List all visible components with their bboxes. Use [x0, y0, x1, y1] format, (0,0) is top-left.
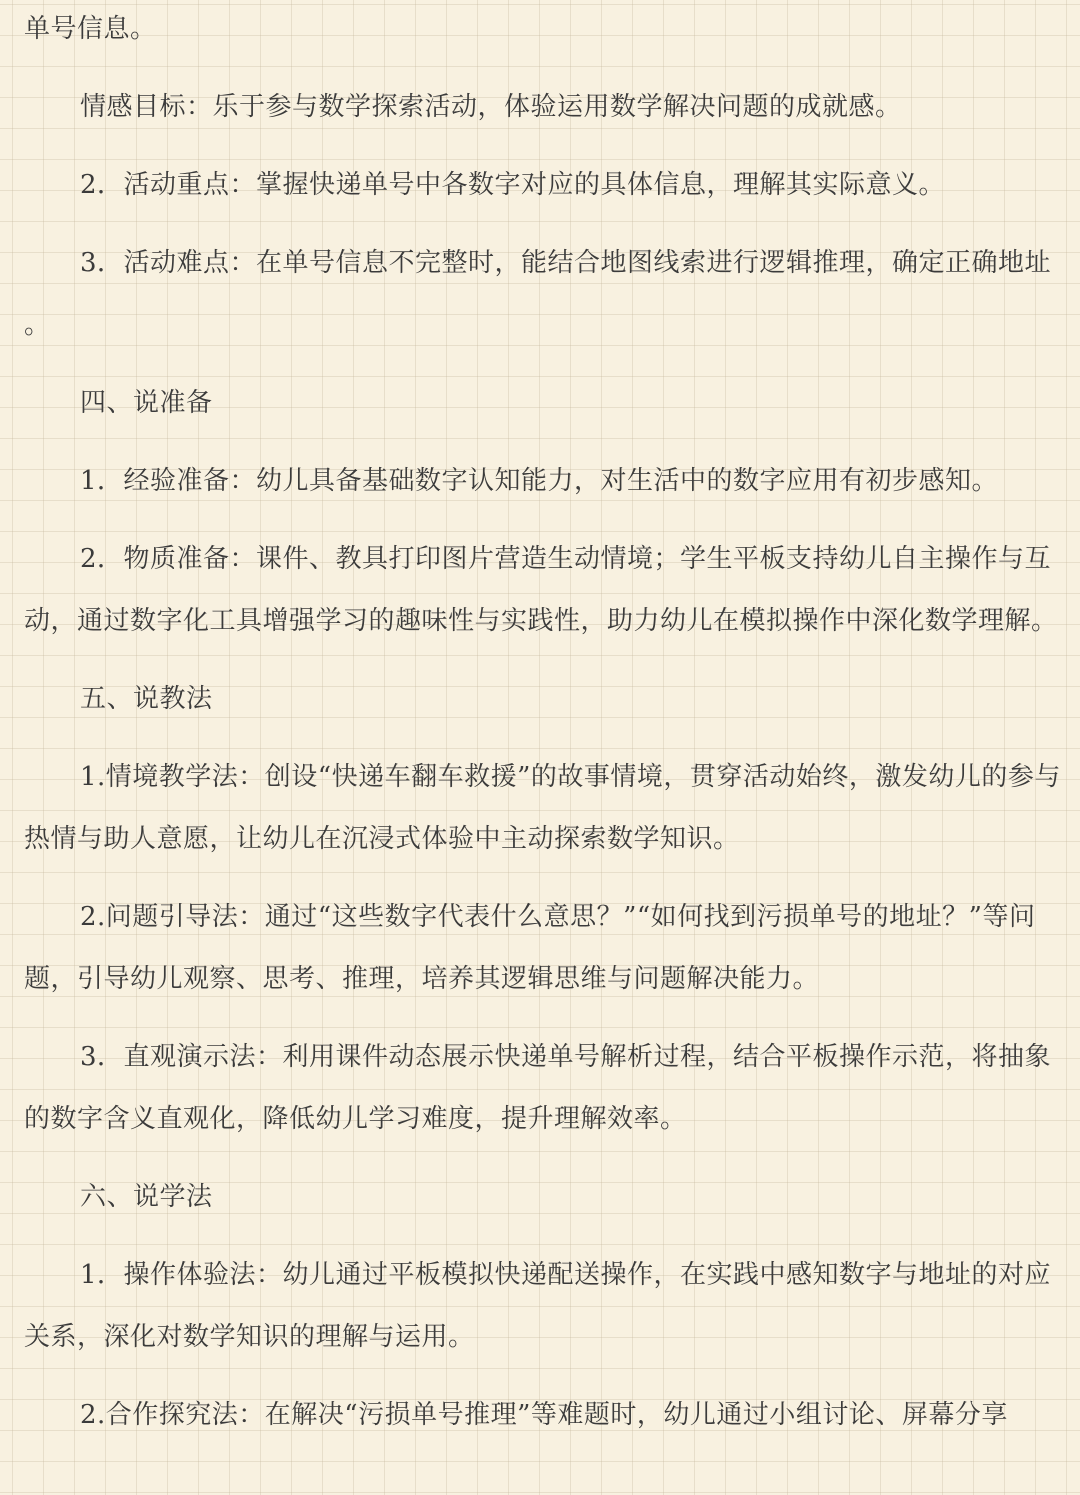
paragraph-continuation: 单号信息。	[24, 14, 157, 44]
section-heading-learning-methods: 六、说学法	[80, 1182, 213, 1212]
paragraph-key-point: 2．活动重点：掌握快递单号中各数字对应的具体信息，理解其实际意义。	[80, 170, 946, 200]
section-heading-teaching-methods: 五、说教法	[80, 684, 213, 714]
paragraph-cooperative: 2.合作探究法：在解决“污损单号推理”等难题时，幼儿通过小组讨论、屏幕分享	[80, 1400, 1008, 1430]
paragraph-demonstration: 3．直观演示法：利用课件动态展示快递单号解析过程，结合平板操作示范，将抽象的数字含义直观化，降低幼儿学习难度，提升理解效率。	[24, 1042, 1052, 1134]
paragraph-hands-on: 1．操作体验法：幼儿通过平板模拟快递配送操作，在实践中感知数字与地址的对应关系，深化对数学知识的理解与运用。	[24, 1260, 1052, 1352]
paragraph-material-prep: 2．物质准备：课件、教具打印图片营造生动情境；学生平板支持幼儿自主操作与互动，通过数字化工具增强学习的趣味性与实践性，助力幼儿在模拟操作中深化数学理解。	[24, 544, 1058, 636]
paragraph-question-guidance: 2.问题引导法：通过“这些数字代表什么意思？”“如何找到污损单号的地址？”等问题，引导幼儿观察、思考、推理，培养其逻辑思维与问题解决能力。	[24, 902, 1036, 994]
section-heading-preparation: 四、说准备	[80, 388, 213, 418]
paragraph-experience-prep: 1．经验准备：幼儿具备基础数字认知能力，对生活中的数字应用有初步感知。	[80, 466, 999, 496]
paragraph-situational-teaching: 1.情境教学法：创设“快递车翻车救援”的故事情境，贯穿活动始终，激发幼儿的参与热情与助人意愿，让幼儿在沉浸式体验中主动探索数学知识。	[24, 762, 1061, 854]
paragraph-emotional-goal: 情感目标：乐于参与数学探索活动，体验运用数学解决问题的成就感。	[80, 92, 902, 122]
paragraph-difficulty: 3．活动难点：在单号信息不完整时，能结合地图线索进行逻辑推理，确定正确地址 。	[24, 248, 1052, 340]
